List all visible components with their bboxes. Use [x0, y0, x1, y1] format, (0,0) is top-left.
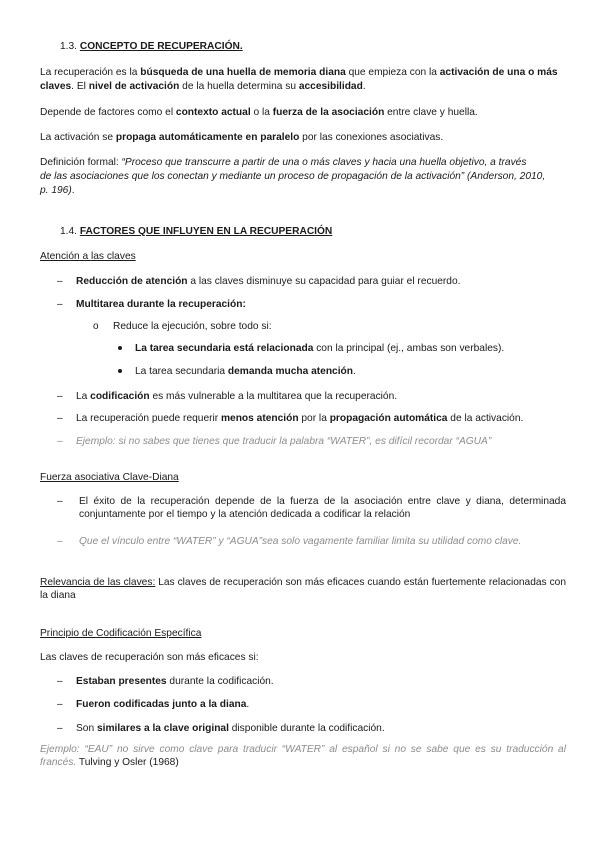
list-item: Son similares a la clave original disponible durante la codificación.: [76, 723, 385, 734]
dash-bullet: –: [57, 299, 63, 310]
circle-bullet: o: [93, 321, 99, 332]
subheading-atencion: Atención a las claves: [40, 251, 136, 262]
paragraph-factors: Depende de factores como el contexto actual o la fuerza de la asociación entre clave y huella.: [40, 107, 478, 118]
bullet-dot-icon: [118, 346, 122, 350]
paragraph-activation: La activación se propaga automáticamente en paralelo por las conexiones asociativas.: [40, 132, 444, 143]
paragraph-formal-definition-line-2: de las asociaciones que los conectan y mediante un proceso de propagación de la activación” (Anderson, 2010,: [40, 171, 546, 182]
section-title: FACTORES QUE INFLUYEN EN LA RECUPERACIÓN: [79, 226, 333, 237]
section-heading-1-4: [60, 225, 332, 238]
dash-bullet: –: [57, 723, 63, 734]
paragraph-relevancia: Relevancia de las claves: Las claves de recuperación son más eficaces cuando están fuertemente relacionadas con la diana: [40, 577, 566, 601]
sub-sub-list-item: La tarea secundaria está relacionada con la principal (ej., ambas son verbales).: [135, 343, 505, 354]
dash-bullet: –: [57, 276, 63, 287]
sub-sub-list-item: La tarea secundaria demanda mucha atención.: [135, 366, 356, 377]
paragraph-definition-line-1: La recuperación es la búsqueda de una huella de memoria diana que empieza con la activación de una o más: [40, 67, 558, 78]
list-item: Estaban presentes durante la codificación.: [76, 676, 274, 687]
dash-bullet: –: [57, 436, 63, 447]
paragraph-definition-line-2: claves. El nivel de activación de la huella determina su accesibilidad.: [40, 81, 366, 92]
dash-bullet: –: [57, 699, 63, 710]
dash-bullet: –: [57, 496, 63, 507]
dash-bullet: –: [57, 413, 63, 424]
list-item: Fueron codificadas junto a la diana.: [76, 699, 250, 710]
section-heading-1-3: [60, 40, 243, 53]
paragraph-formal-definition-line-1: Definición formal: “Proceso que transcurre a partir de una o más claves y hacia una huella objetivo, a través: [40, 157, 527, 168]
list-item: La recuperación puede requerir menos atención por la propagación automática de la activación.: [76, 413, 524, 424]
paragraph-intro: Las claves de recuperación son más eficaces si:: [40, 652, 259, 663]
section-number: 1.3.: [60, 41, 77, 52]
subheading-fuerza: Fuerza asociativa Clave-Diana: [40, 472, 179, 483]
example-paragraph: Ejemplo: “EAU” no sirve como clave para traducir “WATER” al español si no se sabe que es su traducción al francés. Tulving y Osler (1968): [40, 744, 566, 768]
paragraph-formal-definition-line-3: p. 196).: [40, 185, 75, 196]
list-item: Multitarea durante la recuperación:: [76, 299, 246, 310]
list-item: La codificación es más vulnerable a la multitarea que la recuperación.: [76, 391, 398, 402]
sub-list-item: Reduce la ejecución, sobre todo si:: [113, 321, 272, 332]
list-item: Reducción de atención a las claves disminuye su capacidad para guiar el recuerdo.: [76, 276, 461, 287]
example-text: Que el vínculo entre “WATER” y “AGUA”sea solo vagamente familiar limita su utilidad como clave.: [79, 536, 522, 547]
example-text: Ejemplo: si no sabes que tienes que traducir la palabra “WATER”, es difícil recordar “AGUA”: [76, 436, 492, 447]
subheading-principio: Principio de Codificación Específica: [40, 628, 202, 639]
section-title: CONCEPTO DE RECUPERACIÓN.: [79, 41, 243, 52]
section-number: 1.4.: [60, 226, 77, 237]
list-item: El éxito de la recuperación depende de la fuerza de la asociación entre clave y diana, determinada conjuntamente por el tiempo y la atención dedicada a codificar la relación: [79, 496, 566, 520]
dash-bullet: –: [57, 676, 63, 687]
dash-bullet: –: [57, 391, 63, 402]
dash-bullet: –: [57, 536, 63, 547]
bullet-dot-icon: [118, 369, 122, 373]
